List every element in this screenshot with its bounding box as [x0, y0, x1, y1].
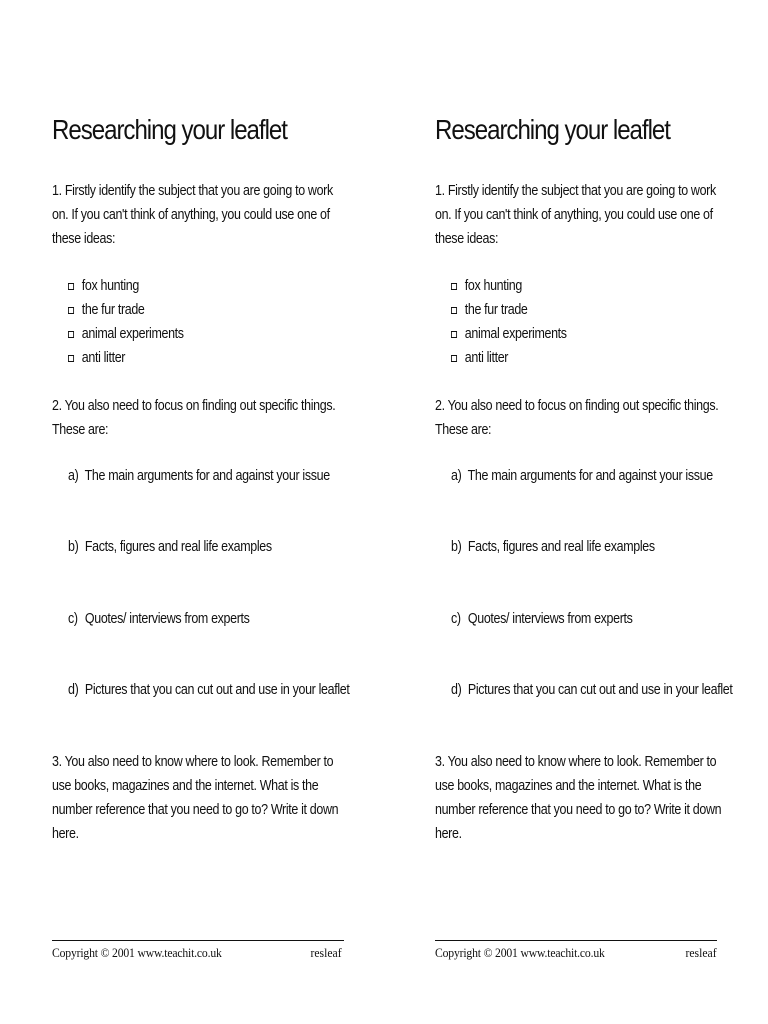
footer-reference: resleaf	[310, 945, 342, 960]
focus-letter: c)	[68, 611, 78, 627]
list-item	[68, 322, 184, 346]
focus-letter: b)	[451, 539, 462, 555]
focus-letter: d)	[451, 682, 462, 698]
list-item	[68, 346, 184, 370]
checkbox-bullet-icon	[451, 331, 457, 338]
checkbox-bullet-icon	[68, 355, 74, 362]
focus-text: Pictures that you can cut out and use in your leaflet	[467, 682, 733, 698]
focus-item-a	[68, 464, 378, 488]
step-1-text: 1. Firstly identify the subject that you are going to work on. If you can't think of anything, you could use one of these ideas:	[435, 183, 716, 247]
focus-item-d	[451, 678, 761, 702]
ideas-list	[68, 274, 203, 370]
checkbox-bullet-icon	[68, 307, 74, 314]
idea-label: animal experiments	[464, 326, 567, 342]
list-item	[68, 298, 184, 322]
list-item	[451, 274, 567, 298]
focus-item-b	[451, 535, 761, 559]
checkbox-bullet-icon	[68, 331, 74, 338]
focus-text: Facts, figures and real life examples	[467, 539, 655, 555]
idea-label: the fur trade	[81, 302, 145, 318]
focus-item-b	[68, 535, 378, 559]
focus-text: Quotes/ interviews from experts	[467, 611, 633, 627]
focus-text: Quotes/ interviews from experts	[84, 611, 250, 627]
idea-label: the fur trade	[464, 302, 528, 318]
list-item	[68, 274, 184, 298]
focus-text: The main arguments for and against your issue	[467, 468, 713, 484]
checkbox-bullet-icon	[451, 307, 457, 314]
idea-label: anti litter	[81, 350, 126, 366]
idea-label: animal experiments	[81, 326, 184, 342]
step-2-text: 2. You also need to focus on finding out specific things. These are:	[435, 398, 719, 438]
worksheet-left	[52, 0, 350, 1024]
checkbox-bullet-icon	[68, 283, 74, 290]
list-item	[451, 322, 567, 346]
step-2-text: 2. You also need to focus on finding out specific things. These are:	[52, 398, 336, 438]
idea-label: fox hunting	[81, 278, 139, 294]
list-item	[451, 346, 567, 370]
page-title: Researching your leaflet	[52, 114, 287, 145]
focus-letter: a)	[68, 468, 79, 484]
focus-text: The main arguments for and against your issue	[84, 468, 330, 484]
page-title: Researching your leaflet	[435, 114, 670, 145]
focus-text: Pictures that you can cut out and use in your leaflet	[84, 682, 350, 698]
footer-reference: resleaf	[685, 945, 717, 960]
focus-item-d	[68, 678, 378, 702]
focus-letter: c)	[451, 611, 461, 627]
focus-letter: b)	[68, 539, 79, 555]
focus-letter: a)	[451, 468, 462, 484]
checkbox-bullet-icon	[451, 283, 457, 290]
checkbox-bullet-icon	[451, 355, 457, 362]
idea-label: fox hunting	[464, 278, 522, 294]
focus-letter: d)	[68, 682, 79, 698]
focus-item-a	[451, 464, 761, 488]
footer-divider	[52, 940, 344, 941]
focus-item-c	[451, 607, 761, 631]
focus-text: Facts, figures and real life examples	[84, 539, 272, 555]
footer-copyright: Copyright © 2001 www.teachit.co.uk	[52, 945, 222, 960]
step-3-text: 3. You also need to know where to look. Remember to use books, magazines and the internet. What is the number reference that you need to go to? Write it down here.	[435, 754, 722, 842]
ideas-list	[451, 274, 586, 370]
focus-item-c	[68, 607, 378, 631]
step-1-text: 1. Firstly identify the subject that you are going to work on. If you can't think of anything, you could use one of these ideas:	[52, 183, 333, 247]
footer-copyright: Copyright © 2001 www.teachit.co.uk	[435, 945, 605, 960]
footer-divider	[435, 940, 717, 941]
step-3-text: 3. You also need to know where to look. Remember to use books, magazines and the internet. What is the number reference that you need to go to? Write it down here.	[52, 754, 339, 842]
list-item	[451, 298, 567, 322]
worksheet-right	[435, 0, 733, 1024]
idea-label: anti litter	[464, 350, 509, 366]
